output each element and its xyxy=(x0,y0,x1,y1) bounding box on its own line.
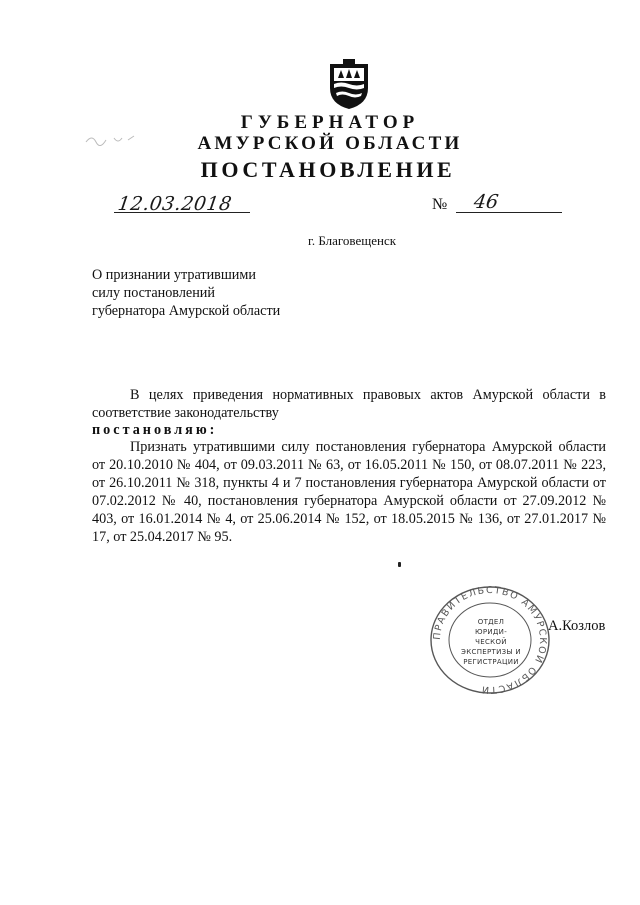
preamble-paragraph: В целях приведения нормативных правовых актов Амурской области в соответствие законодательству xyxy=(92,387,606,421)
decree-paragraph: Признать утратившими силу постановления губернатора Амурской области от 20.10.2010 № 404, от 09.03.2011 № 63, от 16.05.2011 № 150, от 08.07.2011 № 223, от 26.10.2011 № 318, пункты 4 и 7 постановления губернатора Амурской области от 07.02.2012 № 40, постановления губернатора Амурской области от 27.09.2012 № 403, от 16.01.2014 № 4, от 25.06.2014 № 152, от 18.05.2015 № 136, от 27.01.2017 № 17, от 25.04.2017 № 95. xyxy=(92,439,606,545)
stamp-line: РЕГИСТРАЦИИ xyxy=(463,658,519,666)
stamp-line: ЮРИДИ- xyxy=(474,628,508,636)
ink-dot xyxy=(398,562,401,567)
subject-line: губернатора Амурской области xyxy=(92,303,281,319)
date-underline xyxy=(114,211,250,213)
coat-of-arms-icon xyxy=(326,58,372,110)
subject-line: О признании утратившими xyxy=(92,267,256,283)
document-title: ПОСТАНОВЛЕНИЕ xyxy=(200,157,456,182)
stamp-inner-text xyxy=(458,617,524,667)
number-underline xyxy=(456,211,562,213)
stamp-line: ЭКСПЕРТИЗЫ И xyxy=(461,648,521,656)
header-governor: ГУБЕРНАТОР xyxy=(240,112,420,133)
document-number: 46 xyxy=(472,191,500,213)
subject-line: силу постановлений xyxy=(92,285,215,301)
stamp-line: ОТДЕЛ xyxy=(477,618,505,626)
city: г. Благовещенск xyxy=(308,233,397,248)
stamp-line: ЧЕСКОЙ xyxy=(475,638,507,646)
number-label: № xyxy=(432,196,448,213)
signature-name: А.Козлов xyxy=(548,618,606,634)
decree-word: постановляю: xyxy=(92,422,218,438)
header-region: АМУРСКОЙ ОБЛАСТИ xyxy=(197,133,463,154)
subject-block xyxy=(92,266,280,320)
document-date: 12.03.2018 xyxy=(116,193,234,215)
stamp-ring-text: ПРАВИТЕЛЬСТВО АМУРСКОЙ ОБЛАСТИ xyxy=(431,585,549,695)
